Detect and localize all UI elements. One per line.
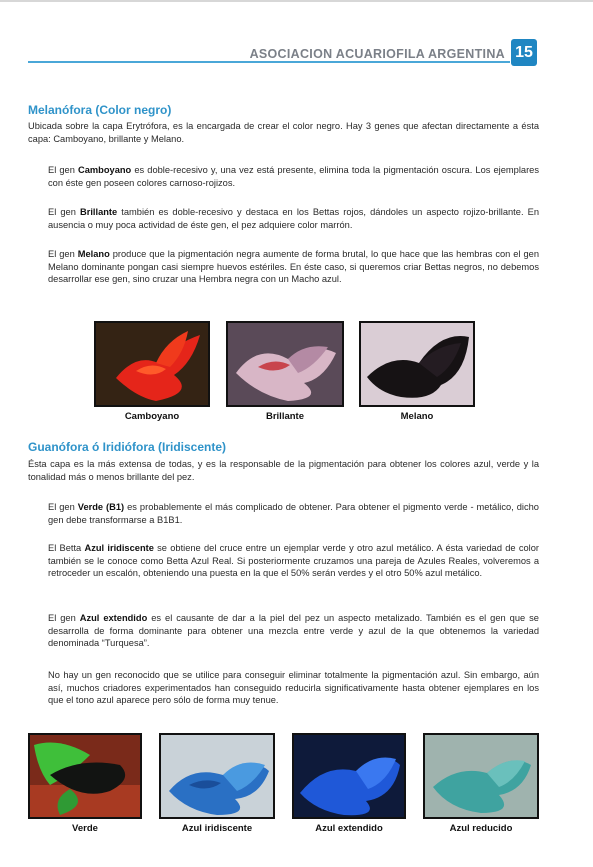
text-run: se obtiene del cruce entre un ejemplar verde y otro azul metálico. A ésta variedad de color también se le conoce como Betta Azul Real. Si posteriormente cruzamos una pareja de Azules Reales, volveremos a retroceder un escalón, obteniendo una puesta en la que el 50% serán verdes y el otro 50% azul metálico. <box>48 543 540 579</box>
term-camboyano: Camboyano <box>78 165 132 175</box>
text-run: produce que la pigmentación negra aumente de forma brutal, lo que hace que las hembras con el gen Melano dominante pongan casi siempre huevos estériles. En éste caso, si queremos criar Bettas negros, no debemos desarrollar ese gen, sino cruzar una Hembra negra con un Macho azul. <box>48 249 539 285</box>
photo-camboyano <box>94 321 210 407</box>
text-run: El gen <box>48 165 79 175</box>
term-brillante: Brillante <box>80 207 118 217</box>
term-melano: Melano <box>77 249 110 259</box>
paragraph-verde <box>48 501 539 526</box>
paragraph-azul-iridiscente <box>48 542 539 580</box>
caption-azul-reducido: Azul reducido <box>449 823 513 834</box>
photo-brillante <box>226 321 344 407</box>
caption-azul-extendido: Azul extendido <box>315 823 383 834</box>
text-run: también es doble-recesivo y destaca en los Bettas rojos, dándoles un aspecto rojizo-brillante. En ausencia o muy poca actividad de éste gen, el pez adquiere color marrón. <box>48 207 539 230</box>
section-title-guanofora: Guanófora ó Iridiófora (Iridiscente) <box>28 440 227 454</box>
text-run: El gen <box>48 502 78 512</box>
text-run: El gen <box>48 207 80 217</box>
text-run: es el causante de dar a la piel del pez un aspecto metalizado. También es el gen que se desarrolla de forma dominante para obtener una mezcla entre verde y azul de la que obtenemos la variedad denominada “Turquesa”. <box>48 613 539 649</box>
caption-camboyano: Camboyano <box>124 411 180 422</box>
paragraph-brillante <box>48 206 539 231</box>
section2-intro: Ésta capa es la más extensa de todas, y es la responsable de la pigmentación para obtener los colores azul, verde y la tonalidad más o menos brillante del pez. <box>28 459 539 482</box>
caption-azul-iridiscente: Azul iridiscente <box>181 823 253 834</box>
section-title-melanofora: Melanófora (Color negro) <box>28 103 172 117</box>
term-verde: Verde (B1) <box>77 502 125 512</box>
caption-brillante: Brillante <box>265 411 304 422</box>
photo-verde <box>28 733 142 819</box>
paragraph-azul-extendido <box>48 612 539 650</box>
photo-azul-reducido <box>423 733 539 819</box>
page-number-badge: 15 <box>511 39 537 66</box>
photo-melano <box>359 321 475 407</box>
photo-azul-extendido <box>292 733 406 819</box>
text-run: es probablemente el más complicado de obtener. Para obtener el pigmento verde - metálico, dicho gen debe transformarse a B1B1. <box>48 502 539 525</box>
header-rule <box>28 61 510 63</box>
section1-intro: Ubicada sobre la capa Erytrófora, es la encargada de crear el color negro. Hay 3 genes que afectan directamente a ésta capa: Camboyano, brillante y Melano. <box>28 121 539 144</box>
paragraph-azul-reducido: No hay un gen reconocido que se utilice para conseguir eliminar totalmente la pigmentación azul. Sin embargo, aún así, muchos criadores experimentados han conseguido reducirla significativamente hasta obtener ejemplares en los que el tono azul aparece pero sólo de forma muy tenue. <box>48 670 539 706</box>
caption-melano: Melano <box>400 411 434 422</box>
term-azul-iridiscente: Azul iridiscente <box>84 543 154 553</box>
caption-verde: Verde <box>72 823 98 834</box>
term-azul-extendido: Azul extendido <box>79 613 148 623</box>
top-border <box>0 0 593 2</box>
paragraph-melano <box>48 248 539 286</box>
text-run: El Betta <box>48 543 85 553</box>
photo-azul-iridiscente <box>159 733 275 819</box>
text-run: es doble-recesivo y, una vez está presente, elimina toda la pigmentación oscura. Los ejemplares con éste gen poseen colores carnoso-rojizos. <box>48 165 539 188</box>
page-header <box>0 36 593 70</box>
text-run: El gen <box>48 249 78 259</box>
paragraph-camboyano <box>48 164 539 189</box>
text-run: El gen <box>48 613 80 623</box>
header-title: ASOCIACION ACUARIOFILA ARGENTINA <box>249 47 505 61</box>
